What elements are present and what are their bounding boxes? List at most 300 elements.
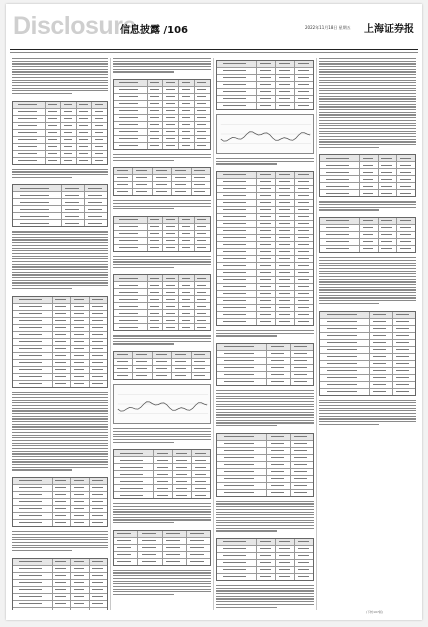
table-row: [114, 231, 210, 238]
table-row: [320, 312, 415, 319]
paragraph-gap: [113, 211, 211, 214]
table-cell: [153, 182, 172, 188]
text-line: [113, 514, 211, 515]
table-cell: [13, 151, 46, 157]
table-cell: [397, 225, 415, 231]
paragraph-gap: [216, 533, 314, 536]
table-cell: [370, 319, 393, 325]
text-line: [319, 144, 416, 145]
paragraph-gap: [216, 166, 314, 169]
table-cell: [295, 270, 313, 276]
table-cell: [77, 144, 93, 150]
text-line: [12, 58, 108, 59]
table-cell: [379, 218, 398, 224]
table-cell: [195, 289, 210, 295]
table-cell: [138, 531, 162, 537]
text-line: [319, 273, 416, 274]
text-line: [12, 421, 108, 422]
text-line: [12, 280, 108, 281]
table-cell: [90, 325, 108, 331]
text-line: [12, 451, 108, 452]
table-cell: [92, 151, 107, 157]
table-cell: [295, 68, 313, 74]
table-cell: [393, 368, 415, 374]
table-row: [217, 372, 313, 379]
table-cell: [393, 326, 415, 332]
masthead: [10, 8, 418, 48]
table-cell: [179, 245, 195, 251]
table-cell: [295, 221, 313, 227]
text-line: [12, 539, 108, 540]
table-row: [217, 207, 313, 214]
table-row: [13, 492, 107, 499]
table-cell: [217, 490, 267, 496]
text-line: [216, 601, 314, 602]
table-cell: [217, 476, 267, 482]
table-row: [217, 455, 313, 462]
table-cell: [276, 200, 295, 206]
table-row: [217, 68, 313, 75]
table-cell: [92, 144, 107, 150]
table-row: [320, 246, 415, 252]
table-cell: [13, 144, 46, 150]
table-cell: [13, 185, 62, 191]
table-cell: [13, 123, 46, 129]
table-cell: [61, 102, 77, 108]
text-line: [216, 528, 314, 529]
table-cell: [163, 552, 187, 558]
table-row: [217, 179, 313, 186]
table-cell: [217, 228, 257, 234]
table-row: [114, 87, 210, 94]
table-cell: [62, 199, 85, 205]
text-line: [319, 61, 416, 62]
table-cell: [295, 172, 313, 178]
table-cell: [53, 580, 72, 586]
table-cell: [179, 115, 195, 121]
table-cell: [13, 601, 53, 607]
text-line: [216, 520, 314, 521]
table-cell: [370, 389, 393, 395]
table-cell: [13, 374, 53, 380]
table-cell: [295, 214, 313, 220]
text-line: [319, 133, 416, 134]
table-cell: [393, 312, 415, 318]
table-row: [114, 303, 210, 310]
table-row: [114, 478, 210, 485]
table-row: [114, 559, 210, 565]
table-cell: [370, 340, 393, 346]
table-row: [13, 102, 107, 109]
column-2: [113, 58, 211, 610]
table-row: [114, 464, 210, 471]
table-cell: [172, 168, 191, 174]
text-line: [216, 396, 314, 397]
table-row: [114, 324, 210, 330]
table-cell: [148, 108, 164, 114]
table-row: [13, 520, 107, 526]
table-cell: [217, 277, 257, 283]
text-line: [216, 404, 314, 405]
data-table: [12, 296, 108, 388]
table-cell: [276, 284, 295, 290]
table-row: [13, 499, 107, 506]
table-row: [217, 365, 313, 372]
table-row: [114, 94, 210, 101]
text-line: [12, 531, 108, 532]
table-cell: [295, 103, 313, 109]
table-row: [320, 382, 415, 389]
table-cell: [217, 434, 267, 440]
table-cell: [71, 374, 90, 380]
table-cell: [53, 608, 72, 610]
table-cell: [90, 360, 108, 366]
data-table: [216, 171, 314, 326]
table-cell: [393, 354, 415, 360]
table-row: [13, 116, 107, 123]
text-line: [216, 604, 314, 605]
table-cell: [114, 359, 133, 365]
table-row: [320, 183, 415, 190]
table-cell: [77, 109, 93, 115]
text-line: [216, 401, 314, 402]
table-row: [217, 214, 313, 221]
text-line: [319, 90, 416, 91]
table-cell: [85, 213, 107, 219]
table-cell: [257, 567, 276, 573]
text-line: [319, 98, 416, 99]
text-line: [319, 66, 416, 67]
text-line: [12, 80, 108, 81]
table-cell: [360, 169, 379, 175]
text-line: [319, 295, 416, 296]
table-row: [114, 217, 210, 224]
table-cell: [192, 485, 210, 491]
table-cell: [195, 143, 210, 149]
table-cell: [320, 232, 360, 238]
table-cell: [267, 462, 290, 468]
text-line: [113, 583, 211, 584]
text-line: [319, 405, 416, 406]
table-cell: [114, 129, 148, 135]
table-row: [217, 284, 313, 291]
text-line: [12, 174, 108, 175]
table-row: [217, 193, 313, 200]
table-cell: [90, 520, 108, 526]
table-cell: [148, 310, 164, 316]
text-line: [216, 163, 277, 164]
table-cell: [13, 297, 53, 303]
table-cell: [61, 130, 77, 136]
table-cell: [53, 353, 72, 359]
table-cell: [257, 193, 276, 199]
text-line: [319, 408, 416, 409]
table-cell: [276, 291, 295, 297]
text-line: [113, 341, 211, 342]
table-row: [114, 282, 210, 289]
table-cell: [92, 130, 107, 136]
table-cell: [179, 108, 195, 114]
table-cell: [163, 303, 179, 309]
text-line: [12, 426, 108, 427]
table-row: [13, 158, 107, 164]
table-cell: [195, 108, 210, 114]
table-cell: [217, 263, 257, 269]
paragraph-gap: [113, 597, 211, 600]
table-cell: [276, 186, 295, 192]
text-line: [216, 593, 314, 594]
table-cell: [85, 206, 107, 212]
text-line: [12, 261, 108, 262]
table-cell: [138, 545, 162, 551]
table-cell: [397, 176, 415, 182]
table-row: [217, 200, 313, 207]
table-cell: [114, 366, 133, 372]
table-row: [217, 379, 313, 385]
table-cell: [195, 129, 210, 135]
text-line: [113, 506, 211, 507]
table-cell: [257, 319, 276, 325]
table-cell: [257, 553, 276, 559]
table-cell: [195, 324, 210, 330]
table-cell: [90, 353, 108, 359]
text-line: [12, 456, 108, 457]
table-cell: [154, 457, 173, 463]
table-cell: [217, 553, 257, 559]
table-cell: [148, 129, 164, 135]
table-cell: [53, 601, 72, 607]
figure-chart: [216, 114, 314, 154]
table-cell: [114, 175, 133, 181]
table-cell: [13, 367, 53, 373]
table-row: [13, 220, 107, 226]
table-row: [13, 594, 107, 601]
table-row: [217, 469, 313, 476]
text-line: [12, 416, 108, 417]
table-row: [13, 608, 107, 610]
table-cell: [77, 158, 93, 164]
table-cell: [71, 506, 90, 512]
text-line: [12, 410, 108, 411]
table-cell: [217, 186, 257, 192]
table-cell: [114, 122, 148, 128]
table-cell: [257, 284, 276, 290]
table-cell: [397, 232, 415, 238]
paragraph-gap: [12, 291, 108, 294]
table-cell: [90, 608, 108, 610]
table-cell: [71, 601, 90, 607]
table-cell: [153, 168, 172, 174]
table-cell: [195, 245, 210, 251]
text-line: [12, 266, 108, 267]
text-line: [319, 204, 416, 205]
table-cell: [276, 221, 295, 227]
table-row: [217, 172, 313, 179]
table-row: [114, 168, 210, 175]
table-cell: [148, 275, 164, 281]
table-cell: [114, 136, 148, 142]
table-cell: [217, 61, 257, 67]
table-row: [13, 311, 107, 318]
table-cell: [13, 360, 53, 366]
text-line: [12, 282, 108, 283]
table-cell: [114, 303, 148, 309]
text-line: [12, 453, 108, 454]
table-cell: [77, 137, 93, 143]
text-line: [319, 88, 416, 89]
table-cell: [148, 317, 164, 323]
table-cell: [217, 448, 267, 454]
table-row: [114, 538, 210, 545]
table-row: [114, 317, 210, 324]
table-cell: [257, 256, 276, 262]
text-line: [216, 598, 314, 599]
table-row: [114, 189, 210, 195]
table-cell: [71, 566, 90, 572]
table-cell: [379, 232, 398, 238]
text-line: [113, 264, 211, 265]
table-cell: [85, 192, 107, 198]
table-cell: [192, 450, 210, 456]
table-row: [13, 353, 107, 360]
table-row: [217, 96, 313, 103]
table-cell: [217, 365, 267, 371]
table-cell: [320, 375, 370, 381]
dateline: 2022年11月18日 星期五: [305, 25, 351, 30]
table-cell: [71, 367, 90, 373]
table-cell: [217, 193, 257, 199]
paragraph-gap: [319, 306, 416, 309]
table-cell: [163, 324, 179, 330]
table-cell: [154, 485, 173, 491]
table-row: [13, 144, 107, 151]
table-cell: [195, 115, 210, 121]
table-cell: [90, 381, 108, 387]
table-cell: [92, 123, 107, 129]
table-cell: [90, 566, 108, 572]
table-cell: [179, 282, 195, 288]
text-line: [12, 274, 108, 275]
table-cell: [46, 123, 62, 129]
table-cell: [257, 305, 276, 311]
text-line: [319, 416, 416, 417]
table-cell: [397, 169, 415, 175]
table-cell: [13, 506, 53, 512]
table-cell: [360, 246, 379, 252]
table-cell: [291, 358, 313, 364]
table-cell: [163, 296, 179, 302]
table-row: [114, 545, 210, 552]
text-line: [12, 256, 108, 257]
column-4: [319, 58, 416, 610]
table-cell: [257, 68, 276, 74]
table-cell: [267, 441, 290, 447]
table-cell: [13, 485, 53, 491]
text-line: [319, 77, 416, 78]
table-cell: [114, 457, 154, 463]
table-row: [217, 277, 313, 284]
table-cell: [114, 559, 138, 565]
text-line: [113, 335, 211, 336]
table-cell: [257, 214, 276, 220]
table-cell: [90, 573, 108, 579]
table-cell: [192, 464, 210, 470]
table-row: [13, 381, 107, 387]
table-cell: [163, 231, 179, 237]
table-cell: [187, 531, 210, 537]
table-cell: [179, 143, 195, 149]
table-cell: [13, 346, 53, 352]
table-cell: [90, 492, 108, 498]
table-cell: [217, 256, 257, 262]
table-cell: [148, 94, 164, 100]
table-cell: [71, 318, 90, 324]
data-table: [113, 449, 211, 499]
table-row: [320, 347, 415, 354]
text-line: [319, 257, 416, 258]
table-cell: [276, 242, 295, 248]
text-line: [319, 58, 416, 59]
table-row: [13, 199, 107, 206]
table-cell: [267, 365, 290, 371]
table-cell: [163, 80, 179, 86]
table-cell: [192, 175, 210, 181]
table-cell: [276, 567, 295, 573]
text-line: [113, 259, 211, 260]
table-cell: [13, 608, 53, 610]
text-line: [319, 300, 416, 301]
text-line: [12, 400, 108, 401]
table-cell: [53, 297, 72, 303]
table-cell: [217, 560, 257, 566]
text-line: [319, 201, 416, 202]
table-cell: [71, 353, 90, 359]
table-cell: [360, 225, 379, 231]
table-cell: [114, 352, 133, 358]
text-line: [113, 261, 211, 262]
table-cell: [53, 304, 72, 310]
text-line: [113, 572, 211, 573]
table-cell: [320, 382, 370, 388]
text-line: [12, 71, 108, 72]
table-cell: [195, 317, 210, 323]
table-cell: [46, 158, 62, 164]
table-cell: [163, 143, 179, 149]
table-cell: [320, 239, 360, 245]
text-line: [319, 289, 416, 290]
table-row: [217, 312, 313, 319]
table-row: [114, 182, 210, 189]
figure-chart: [113, 384, 211, 424]
table-cell: [153, 189, 172, 195]
table-cell: [257, 200, 276, 206]
text-line: [113, 570, 211, 571]
text-line: [12, 435, 108, 436]
text-line: [12, 429, 108, 430]
table-row: [13, 213, 107, 220]
page-footer: (下转107版): [366, 610, 384, 614]
text-line: [113, 200, 211, 201]
table-cell: [217, 242, 257, 248]
table-cell: [114, 450, 154, 456]
text-line: [319, 424, 379, 425]
table-row: [114, 531, 210, 538]
text-line: [12, 63, 108, 64]
text-line: [12, 464, 108, 465]
data-table: [216, 60, 314, 110]
table-cell: [77, 102, 93, 108]
table-cell: [267, 448, 290, 454]
